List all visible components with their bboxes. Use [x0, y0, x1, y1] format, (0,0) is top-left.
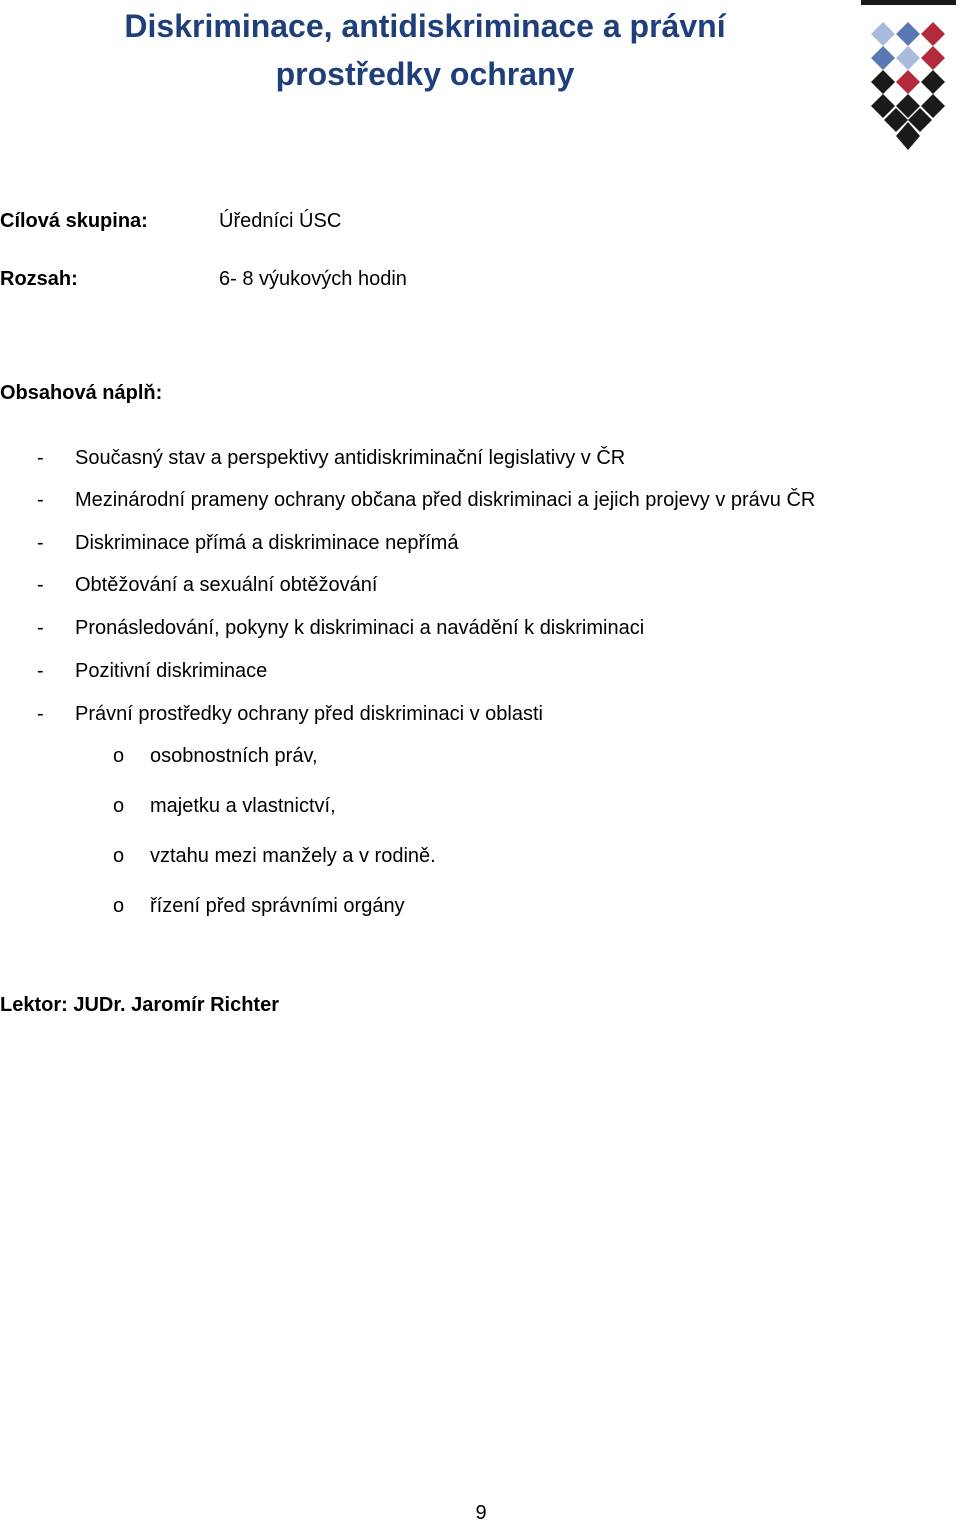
logo-diamond [871, 46, 895, 70]
content-heading: Obsahová náplň: [0, 382, 163, 404]
list-item-text: Diskriminace přímá a diskriminace nepřímá [75, 532, 459, 554]
sub-list-marker: o [113, 795, 125, 817]
sub-list-marker: o [113, 895, 125, 917]
logo-diamond [921, 46, 945, 70]
list-item-text: Pozitivní diskriminace [75, 660, 268, 682]
logo-diamond [921, 70, 945, 94]
list-item-marker: - [37, 489, 44, 511]
logo-diamond [871, 70, 895, 94]
logo-bar [861, 0, 956, 5]
logo-diamond [896, 70, 920, 94]
page-title-line-2: prostředky ochrany [275, 56, 575, 92]
page-title [60, 2, 790, 98]
sub-list-text: vztahu mezi manžely a v rodině. [150, 845, 436, 867]
page-number: 9 [475, 1502, 487, 1524]
page-title-line-1: Diskriminace, antidiskriminace a právní [124, 8, 726, 44]
target-group-label: Cílová skupina: [0, 210, 148, 232]
list-item-marker: - [37, 532, 44, 554]
sub-list-text: osobnostních práv, [150, 745, 318, 767]
logo-diamond [896, 22, 920, 46]
list-item-text: Mezinárodní prameny ochrany občana před diskriminaci a jejich projevy v právu ČR [75, 489, 816, 511]
sub-list-marker: o [113, 745, 125, 767]
sub-list-marker: o [113, 845, 125, 867]
list-item-marker: - [37, 574, 44, 596]
sub-list-text: řízení před správními orgány [150, 895, 405, 917]
list-item-marker: - [37, 617, 44, 639]
list-item-text: Obtěžování a sexuální obtěžování [75, 574, 378, 596]
logo-diamonds [871, 22, 945, 150]
list-item-text: Právní prostředky ochrany před diskriminaci v oblasti [75, 703, 543, 725]
list-item-marker: - [37, 447, 44, 469]
scope-label: Rozsah: [0, 268, 78, 290]
logo-diamond [871, 22, 895, 46]
list-item-text: Pronásledování, pokyny k diskriminaci a navádění k diskriminaci [75, 617, 645, 639]
scope-value: 6- 8 výukových hodin [219, 268, 407, 290]
logo [858, 0, 958, 152]
lecturer: Lektor: JUDr. Jaromír Richter [0, 994, 279, 1016]
sub-list-text: majetku a vlastnictví, [150, 795, 336, 817]
list-item-marker: - [37, 660, 44, 682]
logo-diamond [896, 46, 920, 70]
list-item-text: Současný stav a perspektivy antidiskriminační legislativy v ČR [75, 447, 626, 469]
list-item-marker: - [37, 703, 44, 725]
target-group-value: Úředníci ÚSC [219, 210, 342, 232]
logo-diamond [921, 22, 945, 46]
